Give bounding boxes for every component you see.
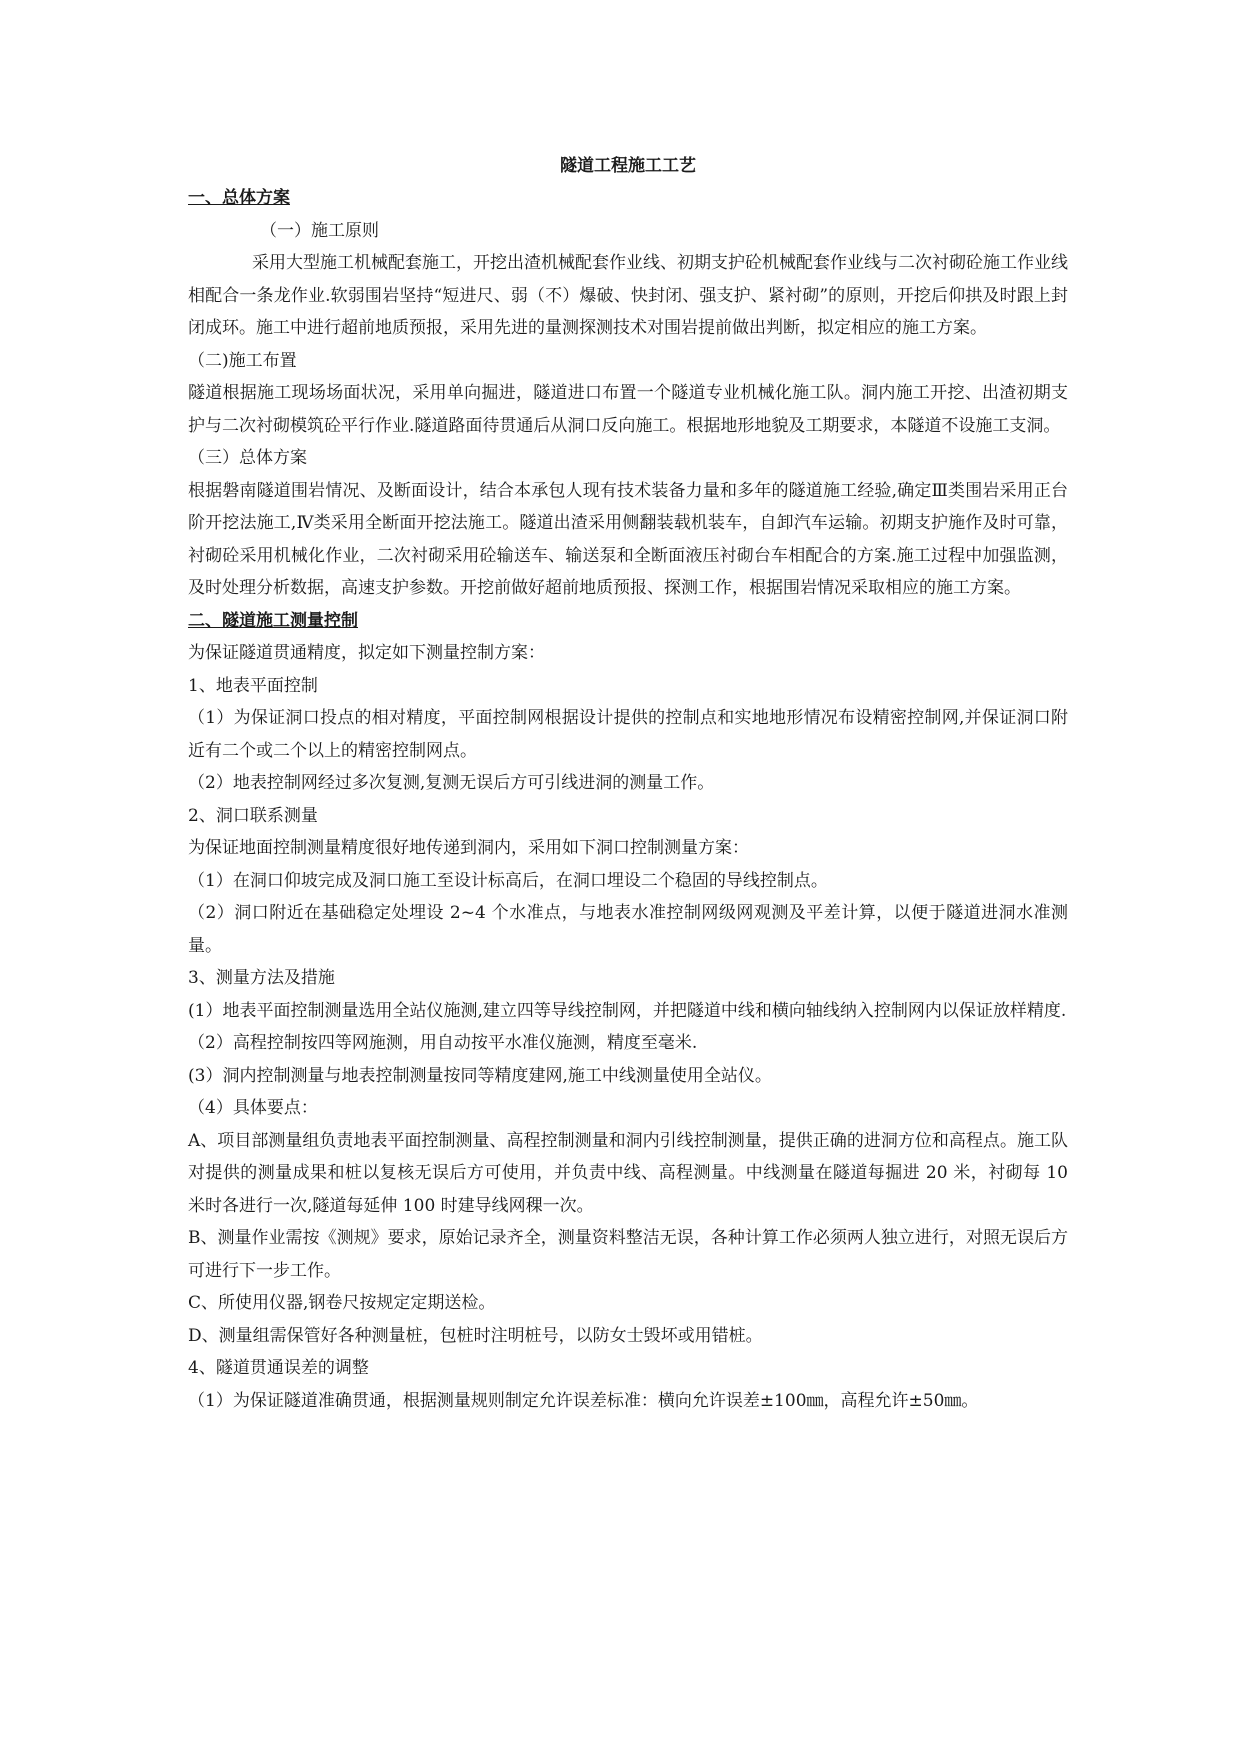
document-page — [188, 150, 1068, 1417]
list-item: （4）具体要点： — [188, 1098, 318, 1118]
list-item: （1）在洞口仰坡完成及洞口施工至设计标高后，在洞口埋设二个稳固的导线控制点。 — [188, 870, 828, 891]
list-item: C、所使用仪器,钢卷尺按规定定期送检。 — [188, 1293, 496, 1313]
list-item: （2）地表控制网经过多次复测,复测无误后方可引线进洞的测量工作。 — [188, 773, 715, 793]
section-heading-1: 一、总体方案 — [188, 188, 290, 208]
list-item: （2）高程控制按四等网施测，用自动按平水准仪施测，精度至毫米. — [188, 1033, 698, 1053]
subsection-heading: 2、洞口联系测量 — [188, 805, 318, 826]
subsection-heading: 3、测量方法及措施 — [188, 968, 335, 988]
paragraph: 隧道根据施工现场场面状况，采用单向掘进，隧道进口布置一个隧道专业机械化施工队。洞内施工开挖、出渣初期支护与二次衬砌模筑砼平行作业.隧道路面待贯通后从洞口反向施工。根据地形地貌及工期要求，本隧道不设施工支洞。 — [188, 383, 1068, 436]
subsection-heading: （一）施工原则 — [260, 220, 379, 241]
list-item: （1）为保证洞口投点的相对精度，平面控制网根据设计提供的控制点和实地地形情况布设精密控制网,并保证洞口附近有二个或二个以上的精密控制网点。 — [188, 708, 1068, 761]
list-item: (1）地表平面控制测量选用全站仪施测,建立四等导线控制网，并把隧道中线和横向轴线纳入控制网内以保证放样精度. — [188, 1000, 1067, 1021]
section-heading-2: 二、隧道施工测量控制 — [188, 610, 358, 631]
paragraph: 为保证地面控制测量精度很好地传递到洞内，采用如下洞口控制测量方案： — [188, 838, 749, 858]
paragraph: 为保证隧道贯通精度，拟定如下测量控制方案： — [188, 643, 545, 663]
list-item: A、项目部测量组负责地表平面控制测量、高程控制测量和洞内引线控制测量，提供正确的进洞方位和高程点。施工队对提供的测量成果和桩以复核无误后方可使用，并负责中线、高程测量。中线测量在隧道每掘进 20 米，衬砌每 10 米时各进行一次,隧道每延伸 100 时建导线网稞一次。 — [188, 1130, 1068, 1216]
subsection-heading: 4、隧道贯通误差的调整 — [188, 1358, 369, 1378]
paragraph: 采用大型施工机械配套施工，开挖出渣机械配套作业线、初期支护砼机械配套作业线与二次衬砌砼施工作业线相配合一条龙作业.软弱围岩坚持“短进尺、弱（不）爆破、快封闭、强支护、紧衬砌”的原则，开挖后仰拱及时跟上封闭成环。施工中进行超前地质预报，采用先进的量测探测技术对围岩提前做出判断，拟定相应的施工方案。 — [188, 253, 1068, 338]
subsection-heading: 1、地表平面控制 — [188, 675, 318, 696]
list-item: (3）洞内控制测量与地表控制测量按同等精度建网,施工中线测量使用全站仪。 — [188, 1065, 772, 1086]
list-item: （2）洞口附近在基础稳定处埋设 2~4 个水准点，与地表水准控制网级网观测及平差计算，以便于隧道进洞水准测量。 — [188, 903, 1068, 956]
subsection-heading: （二)施工布置 — [188, 350, 297, 371]
list-item: B、测量作业需按《测规》要求，原始记录齐全，测量资料整洁无误，各种计算工作必须两人独立进行，对照无误后方可进行下一步工作。 — [188, 1228, 1068, 1281]
document-title: 隧道工程施工工艺 — [560, 156, 696, 176]
list-item: D、测量组需保管好各种测量桩，包桩时注明桩号，以防女士毁坏或用错桩。 — [188, 1325, 763, 1346]
subsection-heading: （三）总体方案 — [188, 448, 307, 468]
list-item: （1）为保证隧道准确贯通，根据测量规则制定允许误差标准：横向允许误差±100㎜，高程允许±50㎜。 — [188, 1390, 979, 1411]
paragraph: 根据磐南隧道围岩情况、及断面设计，结合本承包人现有技术装备力量和多年的隧道施工经验,确定Ⅲ类围岩采用正台阶开挖法施工,Ⅳ类采用全断面开挖法施工。隧道出渣采用侧翻装载机装车，自卸汽车运输。初期支护施作及时可靠，衬砌砼采用机械化作业，二次衬砌采用砼输送车、输送泵和全断面液压衬砌台车相配合的方案.施工过程中加强监测，及时处理分析数据，高速支护参数。开挖前做好超前地质预报、探测工作，根据围岩情况采取相应的施工方案。 — [188, 480, 1068, 598]
